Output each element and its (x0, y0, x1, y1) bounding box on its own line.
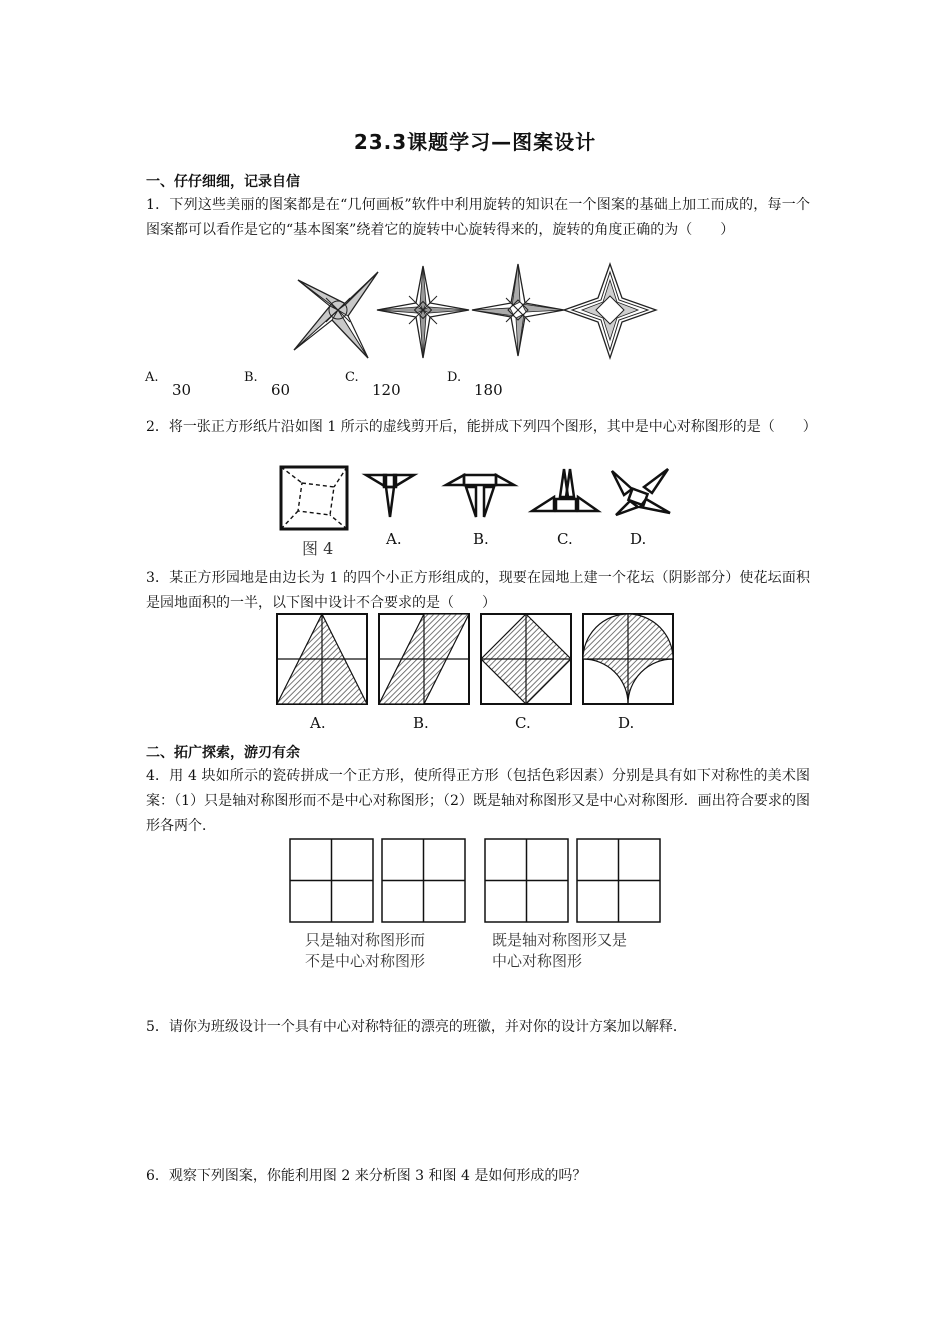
q2-option-d: D. (630, 530, 647, 548)
q4-grid-figures (289, 838, 664, 924)
section-heading-2: 二、拓广探索，游刃有余 (146, 745, 300, 761)
q1-option-a-label: A. (145, 370, 159, 385)
star-figure-c (472, 264, 564, 356)
star-figure-a (294, 272, 378, 358)
section-heading-1: 一、仔仔细细，记录自信 (146, 174, 300, 190)
q4-grid-3 (485, 839, 568, 922)
star-figure-d (564, 264, 656, 358)
q1-option-a-value: 30 (172, 381, 192, 399)
q4-grid-4 (577, 839, 660, 922)
question-1-text: 1．下列这些美丽的图案都是在“几何画板”软件中利用旋转的知识在一个图案的基础上加工而成的，每一个图案都可以看作是它的“基本图案”绕着它的旋转中心旋转得来的，旋转的角度正确的为（ ） (146, 197, 810, 238)
q3-option-b: B. (413, 714, 429, 732)
q2-option-a: A. (386, 530, 402, 548)
q2-figure-d (612, 469, 670, 515)
page-title: 23.3课题学习—图案设计 (353, 130, 597, 154)
q2-figure-c (532, 469, 598, 511)
q3-figures (276, 613, 681, 708)
q4-caption-left (305, 930, 425, 972)
q1-option-d-value: 180 (474, 381, 503, 399)
q3-option-d: D. (618, 714, 635, 732)
q1-option-b-value: 60 (271, 381, 291, 399)
q3-figure-d (583, 614, 673, 704)
q4-grid-1 (290, 839, 373, 922)
q4-caption-right (492, 930, 627, 972)
q4-caption-right-line2: 中心对称图形 (492, 952, 583, 970)
q2-figure-b (446, 475, 514, 517)
q2-figure-caption: 图 4 (302, 539, 334, 558)
q1-option-d-label: D. (447, 370, 462, 385)
cut-square-figure (281, 467, 347, 529)
question-2-text: 2．将一张正方形纸片沿如图 1 所示的虚线剪开后，能拼成下列四个图形，其中是中心对称图形的是（ ） (146, 419, 817, 435)
question-5-text: 5．请你为班级设计一个具有中心对称特征的漂亮的班徽，并对你的设计方案加以解释． (146, 1019, 687, 1035)
question-3-text: 3．某正方形园地是由边长为 1 的四个小正方形组成的，现要在园地上建一个花坛（阴影部分）使花坛面积是园地面积的一半，以下图中设计不合要求的是（ ） (146, 570, 810, 611)
q3-option-c: C. (515, 714, 531, 732)
q3-option-a: A. (310, 714, 326, 732)
q1-option-c-label: C. (345, 370, 359, 385)
q3-figure-a (277, 614, 367, 704)
q1-star-figures (290, 262, 665, 362)
q4-caption-right-line1: 既是轴对称图形又是 (492, 931, 628, 949)
q3-figure-b (379, 614, 469, 704)
q2-option-b: B. (473, 530, 489, 548)
q2-option-c: C. (557, 530, 573, 548)
q1-option-c-value: 120 (372, 381, 401, 399)
question-4-text: 4．用 4 块如所示的瓷砖拼成一个正方形，使所得正方形（包括色彩因素）分别是具有如下对称性的美术图案：（1）只是轴对称图形而不是中心对称图形；（2）既是轴对称图形又是中心对称图形．画出符合要求的图形各两个． (146, 768, 810, 834)
q2-figure-a (366, 475, 414, 517)
q4-caption-left-line1: 只是轴对称图形而 (305, 931, 426, 949)
q1-option-b-label: B. (244, 370, 258, 385)
q2-figures (278, 465, 678, 535)
q4-caption-left-line2: 不是中心对称图形 (305, 952, 426, 970)
q4-grid-2 (382, 839, 465, 922)
q3-figure-c (481, 614, 571, 704)
question-6-text: 6．观察下列图案，你能利用图 2 来分析图 3 和图 4 是如何形成的吗？ (146, 1168, 587, 1184)
star-figure-b (377, 266, 469, 358)
